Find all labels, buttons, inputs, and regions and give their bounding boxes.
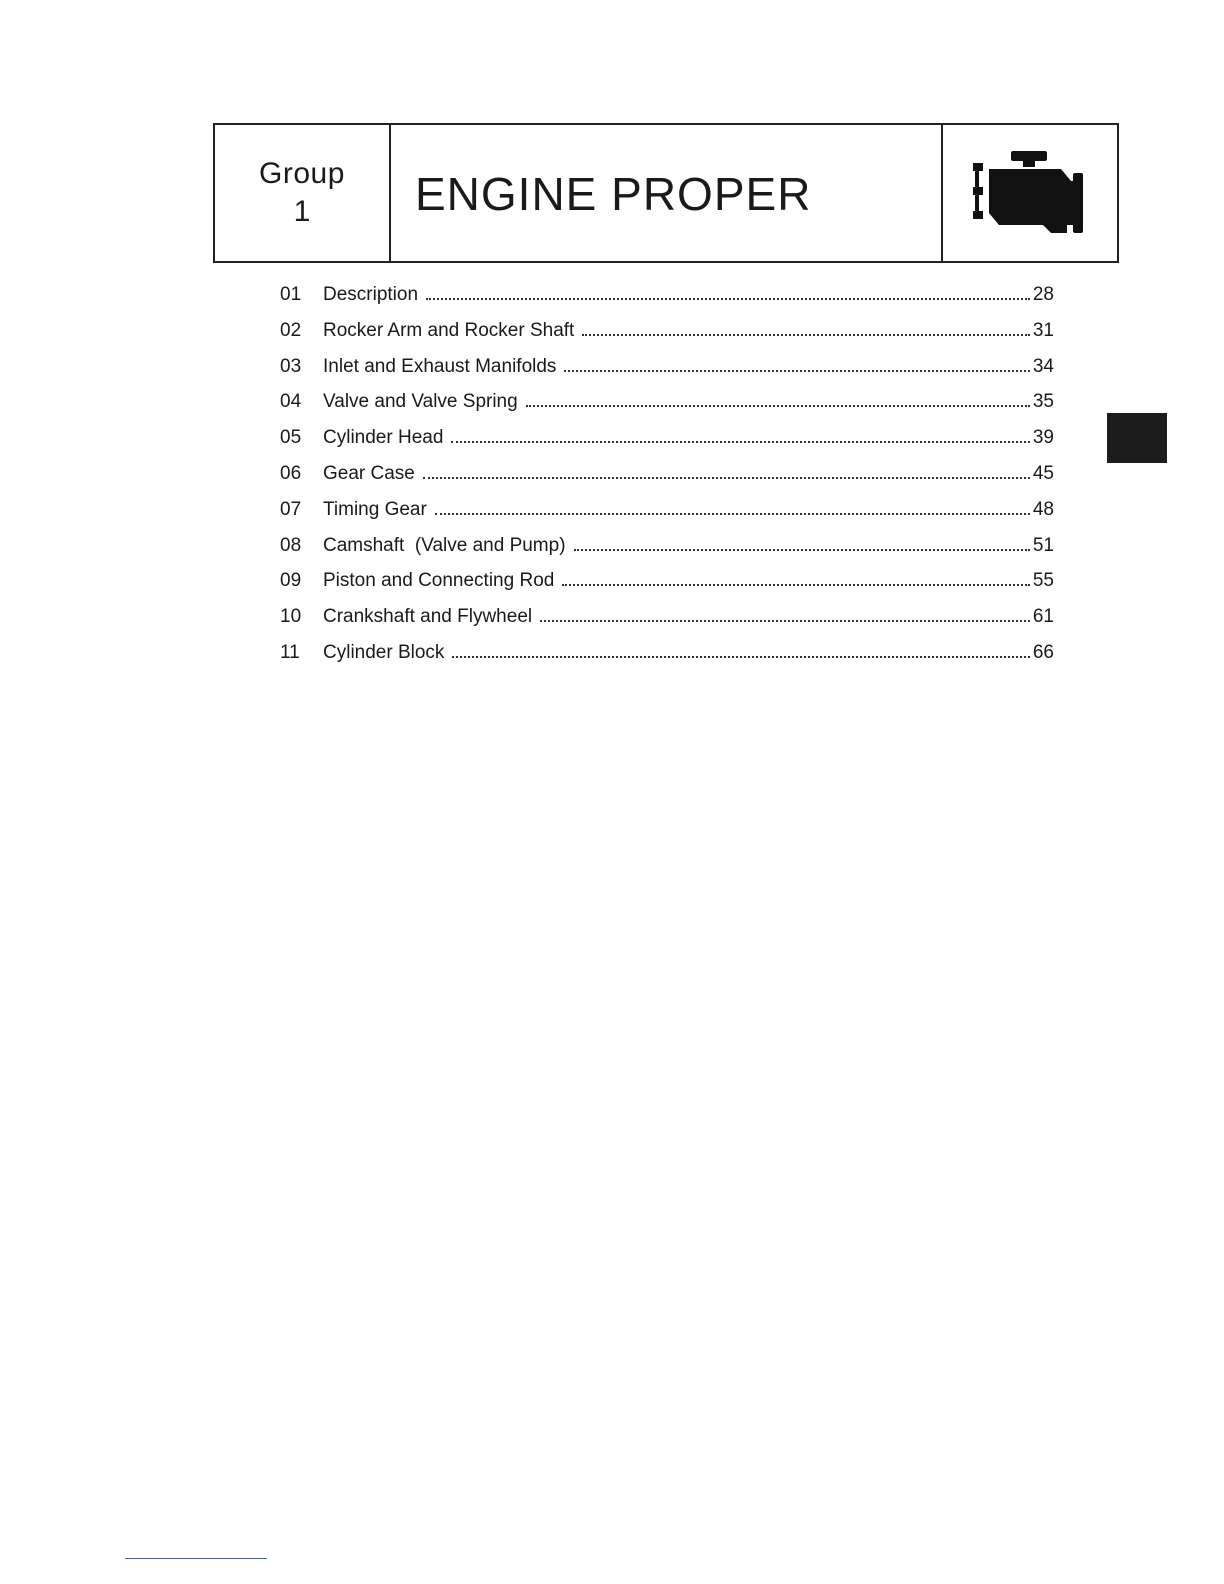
group-label: Group bbox=[259, 157, 345, 190]
dot-leader bbox=[564, 369, 1030, 372]
dot-leader bbox=[526, 404, 1030, 407]
dot-leader bbox=[451, 440, 1030, 443]
title-cell bbox=[391, 125, 943, 261]
toc-label: Rocker Arm and Rocker Shaft bbox=[323, 319, 575, 341]
toc-item[interactable] bbox=[280, 602, 1054, 638]
dot-leader bbox=[452, 655, 1030, 658]
toc-label: Piston and Connecting Rod bbox=[323, 570, 555, 592]
toc-number: 07 bbox=[280, 498, 302, 520]
toc-item[interactable] bbox=[280, 387, 1054, 423]
toc-page-number: 39 bbox=[1032, 427, 1054, 449]
toc-label: Gear Case bbox=[323, 462, 415, 484]
toc-page-number: 45 bbox=[1032, 462, 1054, 484]
toc-number: 05 bbox=[280, 427, 302, 449]
toc-item[interactable] bbox=[280, 531, 1054, 567]
dot-leader bbox=[562, 583, 1030, 586]
group-number: 1 bbox=[293, 195, 311, 228]
dot-leader bbox=[435, 512, 1030, 515]
toc-label: Valve and Valve Spring bbox=[323, 391, 518, 413]
toc-label: Timing Gear bbox=[323, 498, 427, 520]
toc-label: Crankshaft and Flywheel bbox=[323, 606, 533, 628]
toc-page-number: 51 bbox=[1032, 534, 1054, 556]
toc-item[interactable] bbox=[280, 459, 1054, 495]
toc-page-number: 48 bbox=[1032, 498, 1054, 520]
toc-number: 06 bbox=[280, 462, 302, 484]
toc-page-number: 34 bbox=[1032, 355, 1054, 377]
toc-label: Cylinder Head bbox=[323, 427, 444, 449]
toc-page-number: 28 bbox=[1032, 284, 1054, 305]
footer-rule bbox=[125, 1558, 267, 1559]
dot-leader bbox=[540, 619, 1030, 622]
toc-label: Cylinder Block bbox=[323, 641, 445, 663]
toc-number: 10 bbox=[280, 606, 302, 628]
toc-number: 04 bbox=[280, 391, 302, 413]
toc-label: Description bbox=[323, 284, 419, 305]
toc-page-number: 31 bbox=[1032, 319, 1054, 341]
toc-number: 03 bbox=[280, 355, 302, 377]
toc-item[interactable] bbox=[280, 316, 1054, 352]
table-of-contents bbox=[280, 280, 1054, 674]
group-cell bbox=[215, 125, 391, 261]
toc-item[interactable] bbox=[280, 280, 1054, 316]
dot-leader bbox=[582, 333, 1030, 336]
toc-number: 01 bbox=[280, 284, 302, 305]
toc-number: 02 bbox=[280, 319, 302, 341]
engine-icon bbox=[965, 143, 1095, 243]
toc-page-number: 35 bbox=[1032, 391, 1054, 413]
toc-label: Camshaft (Valve and Pump) bbox=[323, 534, 566, 556]
dot-leader bbox=[574, 548, 1030, 551]
toc-item[interactable] bbox=[280, 638, 1054, 674]
toc-item[interactable] bbox=[280, 352, 1054, 388]
toc-label: Inlet and Exhaust Manifolds bbox=[323, 355, 557, 377]
toc-page-number: 66 bbox=[1032, 641, 1054, 663]
icon-cell bbox=[943, 125, 1117, 261]
toc-page-number: 55 bbox=[1032, 570, 1054, 592]
dot-leader bbox=[423, 476, 1030, 479]
group-header bbox=[213, 123, 1119, 263]
toc-number: 08 bbox=[280, 534, 302, 556]
toc-number: 09 bbox=[280, 570, 302, 592]
toc-item[interactable] bbox=[280, 495, 1054, 531]
toc-item[interactable] bbox=[280, 566, 1054, 602]
page-title: ENGINE PROPER bbox=[415, 168, 812, 220]
section-tab bbox=[1107, 413, 1167, 463]
toc-page-number: 61 bbox=[1032, 606, 1054, 628]
toc-number: 11 bbox=[280, 641, 300, 663]
dot-leader bbox=[426, 297, 1030, 300]
toc-item[interactable] bbox=[280, 423, 1054, 459]
